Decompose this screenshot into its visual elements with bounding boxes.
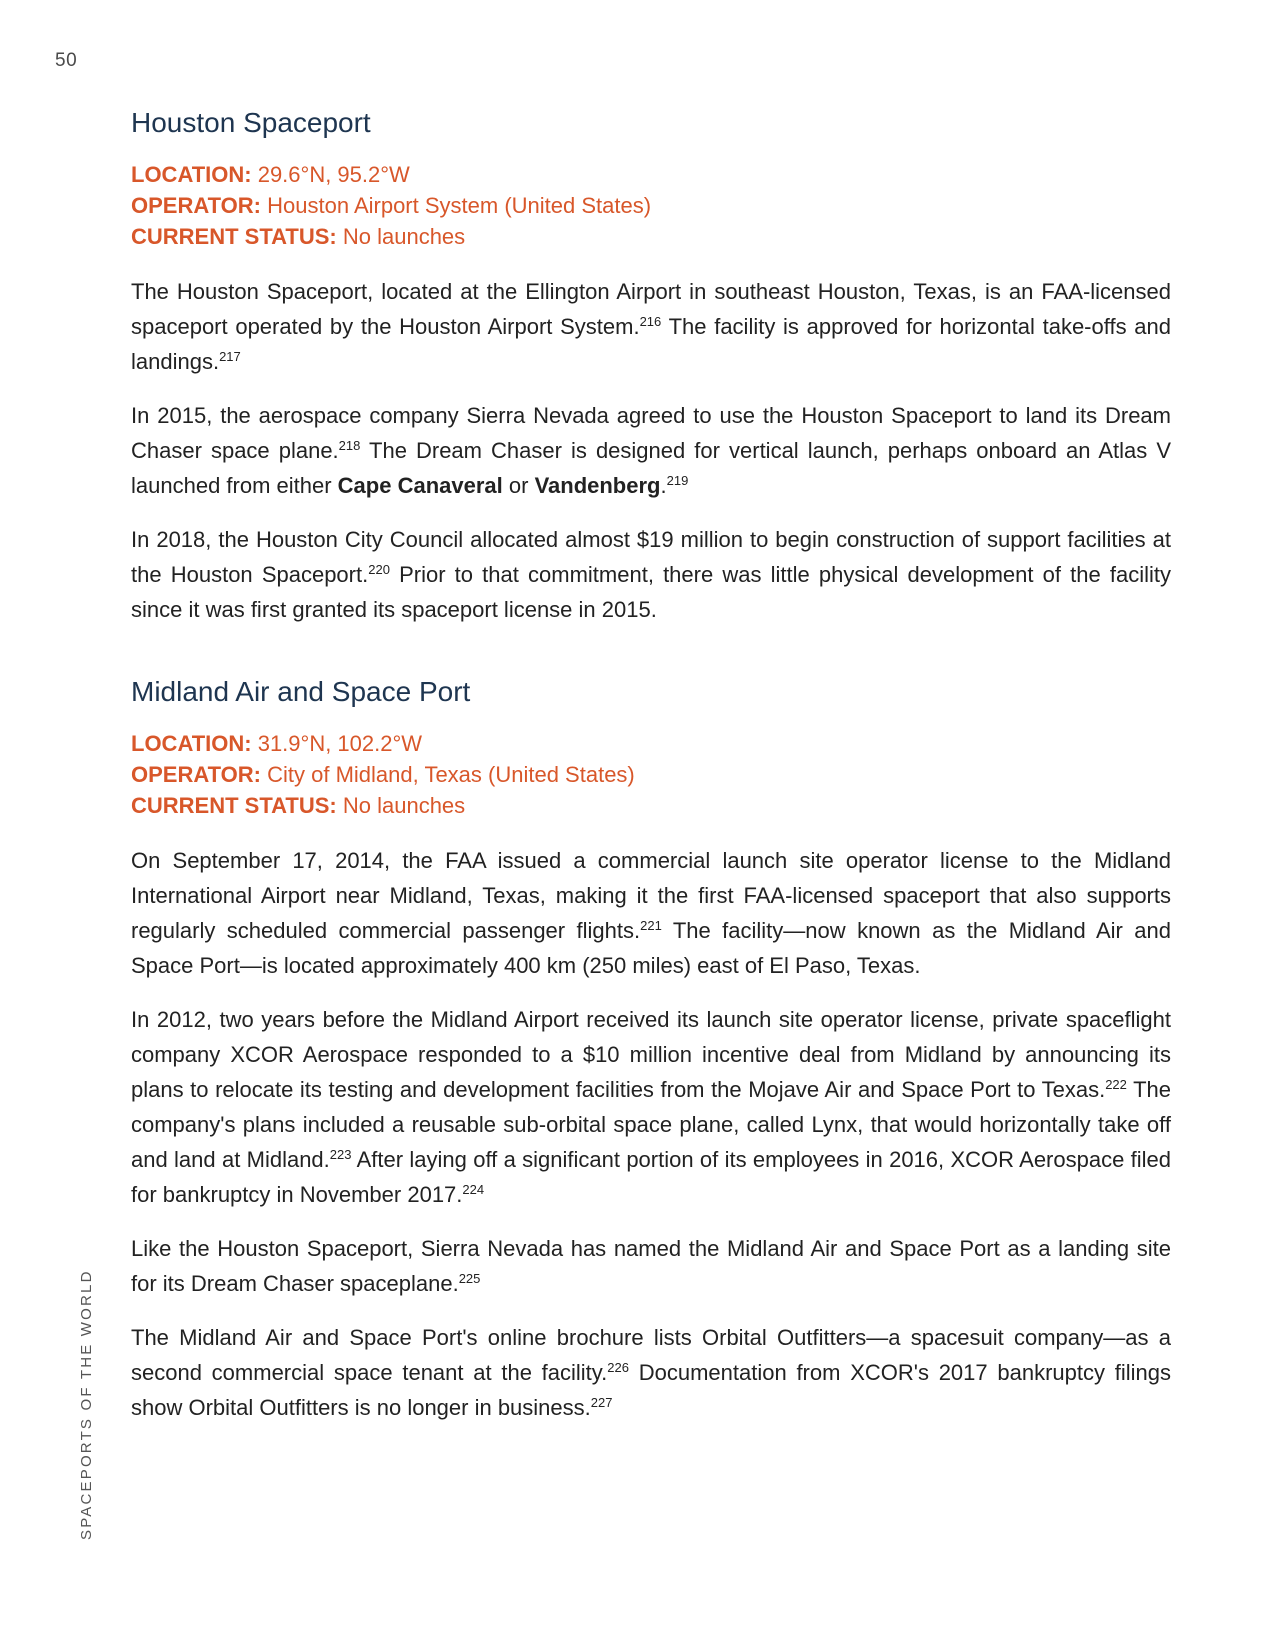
section-title: Midland Air and Space Port (131, 676, 471, 707)
body-paragraph (131, 1231, 1171, 1301)
paragraph-text: The facility is approved for horizontal take-offs and landings. (131, 314, 1171, 374)
location-line (131, 159, 1171, 190)
body-paragraph (131, 398, 1171, 503)
footnote-ref[interactable]: 222 (1105, 1077, 1127, 1092)
paragraph-text: The facility—now known as the Midland Air and Space Port—is located approximately 400 km (250 miles) east of El Paso, Texas. (131, 918, 1171, 978)
status-label: CURRENT STATUS: (131, 793, 337, 818)
body-paragraph (131, 522, 1171, 627)
body-paragraph (131, 1002, 1171, 1212)
status-value: No launches (342, 793, 466, 818)
operator-label: OPERATOR: (131, 193, 261, 218)
facility-meta (131, 728, 1171, 821)
running-header-vertical: SPACEPORTS OF THE WORLD (78, 1269, 95, 1540)
footnote-ref[interactable]: 224 (462, 1182, 485, 1197)
paragraph-text: Prior to that commitment, there was little physical development of the facility since it was first granted its spaceport license in 2015. (131, 562, 1172, 622)
operator-label: OPERATOR: (131, 762, 261, 787)
paragraph-text: On September 17, 2014, the FAA issued a commercial launch site operator license to the Midland International Airport near Midland, Texas, making it the first FAA-licensed spaceport that also supports regularly scheduled commercial passenger flights. (131, 848, 1171, 943)
paragraph-text: In 2015, the aerospace company Sierra Nevada agreed to use the Houston Spaceport to land its Dream Chaser space plane. (131, 403, 1171, 463)
paragraph-text: In 2012, two years before the Midland Airport received its launch site operator license, private spaceflight company XCOR Aerospace responded to a $10 million incentive deal from Midland by announcing its plans to relocate its testing and development facilities from the Mojave Air and Space Port to Texas. (131, 1007, 1171, 1102)
paragraph-text: or (502, 473, 535, 498)
paragraph-text: In 2018, the Houston City Council allocated almost $19 million to begin construction of support facilities at the Houston Spaceport. (131, 527, 1171, 587)
paragraph-text: After laying off a significant portion of its employees in 2016, XCOR Aerospace filed for bankruptcy in November 2017. (131, 1147, 1172, 1207)
status-line (131, 221, 1171, 252)
body-paragraph (131, 274, 1171, 379)
section-spacer (131, 646, 1171, 674)
paragraph-text: The Houston Spaceport, located at the Ellington Airport in southeast Houston, Texas, is an FAA-licensed spaceport operated by the Houston Airport System. (131, 279, 1171, 339)
section-houston-spaceport (131, 105, 1171, 627)
operator-line (131, 190, 1171, 221)
paragraph-text: The Dream Chaser is designed for vertical launch, perhaps onboard an Atlas V launched from either (131, 438, 1171, 498)
footnote-ref[interactable]: 217 (219, 349, 241, 364)
status-value: No launches (342, 224, 466, 249)
footnote-ref[interactable]: 227 (590, 1395, 613, 1410)
body-paragraph (131, 1320, 1171, 1425)
section-midland-air-and-space-port (131, 674, 1171, 1425)
location-value: 31.9°N, 102.2°W (257, 731, 423, 756)
facility-meta (131, 159, 1171, 252)
footnote-ref[interactable]: 223 (329, 1147, 352, 1162)
location-line (131, 728, 1171, 759)
footnote-ref[interactable]: 221 (640, 918, 662, 933)
footnote-ref[interactable]: 225 (458, 1271, 481, 1286)
status-label: CURRENT STATUS: (131, 224, 337, 249)
footnote-ref[interactable]: 226 (607, 1360, 629, 1375)
cross-reference-vandenberg[interactable]: Vandenberg (534, 473, 661, 498)
paragraph-text: The Midland Air and Space Port's online brochure lists Orbital Outfitters—a spacesuit company—as a second commercial space tenant at the facility. (131, 1325, 1171, 1385)
paragraph-text: The company's plans included a reusable sub-orbital space plane, called Lynx, that would horizontally take off and land at Midland. (131, 1077, 1171, 1172)
operator-value: Houston Airport System (United States) (267, 193, 652, 218)
paragraph-text: Documentation from XCOR's 2017 bankruptcy filings show Orbital Outfitters is no longer in business. (131, 1360, 1171, 1420)
footnote-ref[interactable]: 218 (338, 438, 361, 453)
operator-value: City of Midland, Texas (United States) (267, 762, 635, 787)
location-label: LOCATION: (131, 731, 252, 756)
location-value: 29.6°N, 95.2°W (257, 162, 410, 187)
cross-reference-cape-canaveral[interactable]: Cape Canaveral (337, 473, 503, 498)
status-line (131, 790, 1171, 821)
page-content (131, 105, 1171, 1444)
footnote-ref[interactable]: 216 (639, 314, 662, 329)
section-title: Houston Spaceport (131, 107, 371, 138)
footnote-ref[interactable]: 220 (368, 562, 390, 577)
paragraph-text: . (660, 473, 667, 498)
page-number: 50 (55, 50, 78, 71)
body-paragraph (131, 843, 1171, 983)
operator-line (131, 759, 1171, 790)
paragraph-text: Like the Houston Spaceport, Sierra Nevada has named the Midland Air and Space Port as a landing site for its Dream Chaser spaceplane. (131, 1236, 1171, 1296)
location-label: LOCATION: (131, 162, 252, 187)
footnote-ref[interactable]: 219 (666, 473, 689, 488)
